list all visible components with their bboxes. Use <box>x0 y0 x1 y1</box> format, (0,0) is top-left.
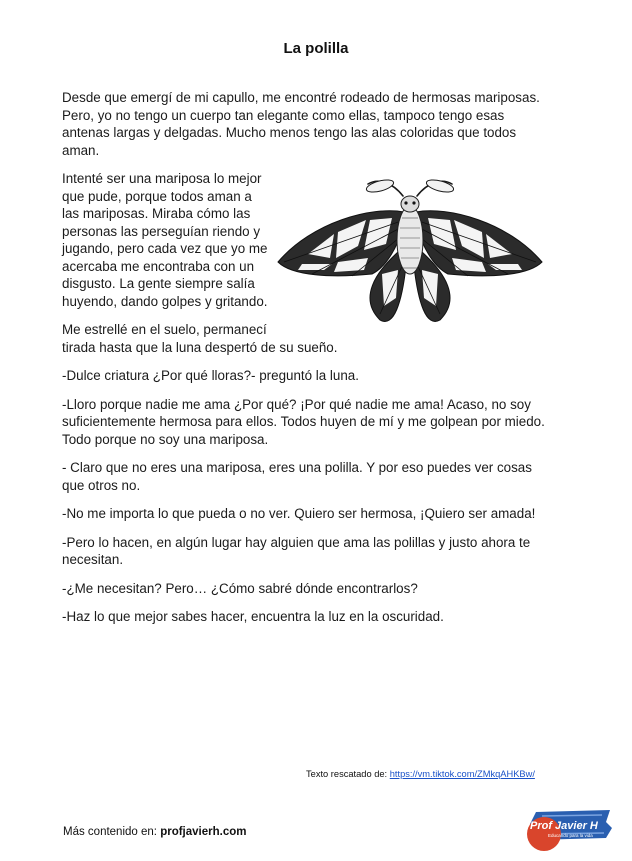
story-paragraph: -Pero lo hacen, en algún lugar hay alguien que ama las polillas y justo ahora te necesitan. <box>62 534 531 567</box>
footer-site-link[interactable]: profjavierh.com <box>160 826 247 838</box>
svg-text:Prof Javier H: Prof Javier H <box>530 820 598 832</box>
svg-text:Educando para la vida: Educando para la vida <box>548 833 593 838</box>
story-paragraph: -¿Me necesitan? Pero… ¿Cómo sabré dónde encontrarlos? <box>62 580 418 596</box>
page-title: La polilla <box>283 40 349 57</box>
moth-illustration <box>278 174 548 332</box>
footer-prefix: Más contenido en: <box>63 826 157 838</box>
source-credit <box>306 769 535 779</box>
story-paragraph: Desde que emergí de mi capullo, me encontré rodeado de hermosas mariposas. Pero, yo no tengo un cuerpo tan elegante como ellas, tampoco tengo esas antenas largas y delgadas. Mucho menos tengo las alas coloridas que todos aman. <box>62 90 540 158</box>
story-paragraph: - Claro que no eres una mariposa, eres una polilla. Y por eso puedes ver cosas que otros no. <box>62 460 532 493</box>
brand-logo <box>522 806 612 852</box>
footer <box>63 826 246 838</box>
story-paragraph: Me estrellé en el suelo, permanecí tirada hasta que la luna despertó de su sueño. <box>62 322 338 355</box>
story-body <box>62 89 552 637</box>
story-paragraph: -Lloro porque nadie me ama ¿Por qué? ¡Por qué nadie me ama! Acaso, no soy suficientemente hermosa para ellos. Todos huyen de mí y me golpean por miedo. Todo porque no soy una mariposa. <box>62 396 545 447</box>
source-link[interactable]: https://vm.tiktok.com/ZMkqAHKBw/ <box>389 769 535 779</box>
story-paragraph: -Haz lo que mejor sabes hacer, encuentra la luz en la oscuridad. <box>62 609 444 624</box>
source-label: Texto rescatado de: <box>306 769 388 779</box>
story-paragraph: -No me importa lo que pueda o no ver. Quiero ser hermosa, ¡Quiero ser amada! <box>62 506 536 521</box>
story-paragraph: Intenté ser una mariposa lo mejor que pude, porque todos aman a las mariposas. Miraba cómo las personas las perseguían riendo y jugando, pero cada vez que yo me acercaba me encontraba con un disgusto. La gente siempre salía huyendo, dando golpes y gritando. <box>62 170 552 310</box>
story-paragraph: -Dulce criatura ¿Por qué lloras?- preguntó la luna. <box>62 368 359 383</box>
